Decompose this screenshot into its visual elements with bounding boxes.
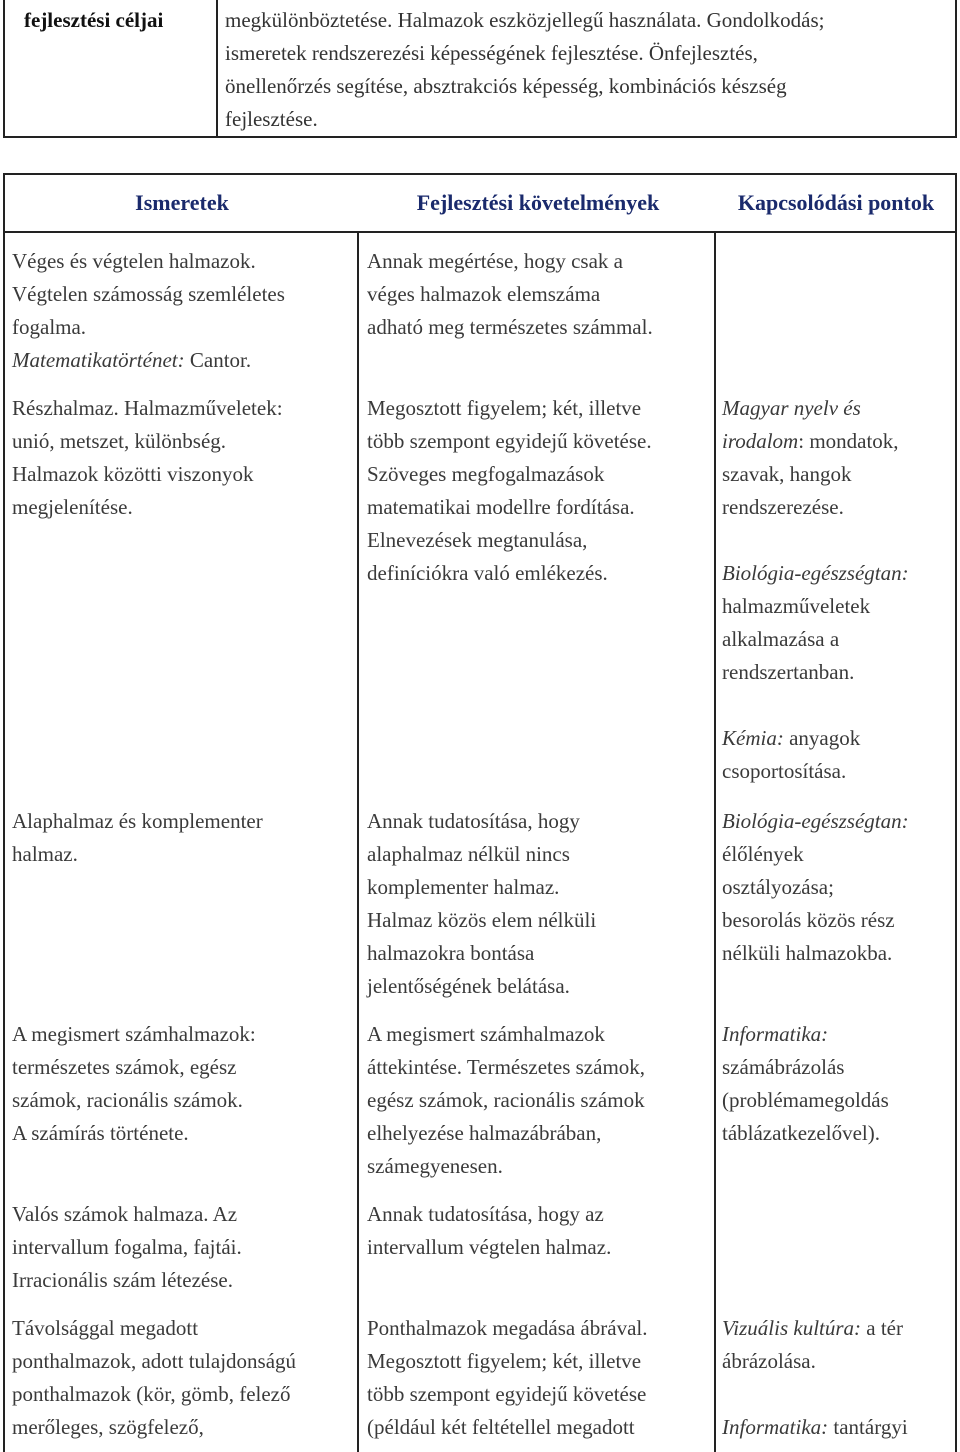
row-2-ismeretek (12, 392, 283, 524)
text-line (722, 425, 909, 458)
text-fragment: Cantor. (184, 348, 252, 372)
row-5-ismeretek (12, 1198, 242, 1297)
text-line: intervallum fogalma, fajtái. (12, 1235, 242, 1259)
text-line: ponthalmazok (kör, gömb, felező (12, 1382, 291, 1406)
text-line: A megismert számhalmazok: (12, 1022, 256, 1046)
text-line: alkalmazása a (722, 627, 840, 651)
text-line: Irracionális szám létezése. (12, 1268, 233, 1292)
italic-subject: Biológia-egészségtan: (722, 809, 909, 833)
row-1-kovetelmeny (367, 245, 653, 344)
text-line: egész számok, racionális számok (367, 1088, 645, 1112)
text-line: Annak megértése, hogy csak a (367, 249, 623, 273)
text-fragment: tantárgyi (828, 1415, 908, 1439)
text-line: komplementer halmaz. (367, 875, 560, 899)
text-line: alaphalmaz nélkül nincs (367, 842, 570, 866)
text-line: Alaphalmaz és komplementer (12, 809, 263, 833)
text-line: halmazműveletek (722, 594, 871, 618)
text-line: fogalma. (12, 315, 87, 339)
text-line: halmazokra bontása (367, 941, 535, 965)
text-line: megjelenítése. (12, 495, 133, 519)
header-kovetelmenyek: Fejlesztési követelmények (416, 190, 660, 215)
text-line: rendszerezése. (722, 495, 844, 519)
text-line: definíciókra való emlékezés. (367, 561, 608, 585)
text-line: (problémamegoldás (722, 1088, 889, 1112)
text-line: ponthalmazok, adott tulajdonságú (12, 1349, 297, 1373)
text-line: számok, racionális számok. (12, 1088, 243, 1112)
text-line: matematikai modellre fordítása. (367, 495, 635, 519)
text-line: A számírás története. (12, 1121, 189, 1145)
text-line: merőleges, szögfelező, (12, 1415, 204, 1439)
text-line: természetes számok, egész (12, 1055, 237, 1079)
text-line: véges halmazok elemszáma (367, 282, 601, 306)
row-6-kapcsolodas (722, 1312, 908, 1444)
text-line: Megosztott figyelem; két, illetve (367, 396, 642, 420)
text-line: élőlények (722, 842, 804, 866)
text-line: Szöveges megfogalmazások (367, 462, 605, 486)
text-line: Halmazok közötti viszonyok (12, 462, 254, 486)
text-fragment: a tér (861, 1316, 904, 1340)
italic-subject: Informatika: (722, 1415, 829, 1439)
text-line: Halmaz közös elem nélküli (367, 908, 597, 932)
text-line: Elnevezések megtanulása, (367, 528, 588, 552)
text-line: halmaz. (12, 842, 78, 866)
objectives-text (218, 0, 955, 136)
text-line: Távolsággal megadott (12, 1316, 199, 1340)
objectives-line: fejlesztése. (225, 107, 318, 131)
row-6-kovetelmeny (367, 1312, 647, 1444)
text-line: Valós számok halmaza. Az (12, 1202, 238, 1226)
text-line: csoportosítása. (722, 759, 847, 783)
text-line: Ponthalmazok megadása ábrával. (367, 1316, 648, 1340)
text-line: számábrázolás (722, 1055, 845, 1079)
italic-subject: irodalom (722, 429, 799, 453)
text-line: Részhalmaz. Halmazműveletek: (12, 396, 283, 420)
text-line: Végtelen számosság szemléletes (12, 282, 285, 306)
text-line: besorolás közös rész (722, 908, 895, 932)
row-6-ismeretek (12, 1312, 296, 1444)
text-fragment: : mondatok, (798, 429, 899, 453)
row-3-kovetelmeny (367, 805, 596, 1003)
text-fragment: anyagok (783, 726, 861, 750)
text-line: táblázatkezelővel). (722, 1121, 880, 1145)
text-line: adható meg természetes számmal. (367, 315, 653, 339)
row-2-kapcsolodas (722, 392, 909, 788)
row-1-ismeretek (12, 245, 285, 377)
italic-subject: Kémia: (722, 726, 784, 750)
text-line: Annak tudatosítása, hogy (367, 809, 580, 833)
text-line: Megosztott figyelem; két, illetve (367, 1349, 642, 1373)
text-line: ábrázolása. (722, 1349, 816, 1373)
text-line: számegyenesen. (367, 1154, 503, 1178)
text-line: unió, metszet, különbség. (12, 429, 227, 453)
content-table (3, 233, 957, 1452)
row-4-kovetelmeny (367, 1018, 645, 1183)
text-line: intervallum végtelen halmaz. (367, 1235, 612, 1259)
row-3-kapcsolodas (722, 805, 909, 970)
italic-subject: Matematikatörténet: (12, 348, 185, 372)
objectives-table (3, 0, 957, 138)
row-4-kapcsolodas (722, 1018, 889, 1150)
text-line: rendszertanban. (722, 660, 855, 684)
objectives-label: fejlesztési céljai (5, 0, 218, 136)
row-5-kovetelmeny (367, 1198, 611, 1264)
text-line (12, 344, 285, 377)
row-3-ismeretek (12, 805, 263, 871)
header-ismeretek: Ismeretek (135, 190, 229, 215)
text-line: jelentőségének belátása. (367, 974, 570, 998)
text-line: áttekintése. Természetes számok, (367, 1055, 646, 1079)
column-divider (357, 233, 359, 1452)
text-line: több szempont egyidejű követése. (367, 429, 652, 453)
header-kapcsolodasi-pontok: Kapcsolódási pontok (737, 190, 935, 215)
italic-subject: Magyar nyelv és (722, 396, 861, 420)
objectives-line: megkülönböztetése. Halmazok eszközjellegű használata. Gondolkodás; (225, 8, 825, 32)
text-line: osztályozása; (722, 875, 834, 899)
text-line: nélküli halmazokba. (722, 941, 893, 965)
text-line: szavak, hangok (722, 462, 852, 486)
italic-subject: Informatika: (722, 1022, 829, 1046)
text-line (722, 1312, 908, 1345)
objectives-line: ismeretek rendszerezési képességének fejlesztése. Önfejlesztés, (225, 41, 758, 65)
column-divider (714, 233, 716, 1452)
text-line: A megismert számhalmazok (367, 1022, 605, 1046)
italic-subject: Vizuális kultúra: (722, 1316, 862, 1340)
table-header (3, 173, 957, 233)
text-line: (például két feltétellel megadott (367, 1415, 635, 1439)
italic-subject: Biológia-egészségtan: (722, 561, 909, 585)
text-line: több szempont egyidejű követése (367, 1382, 647, 1406)
objectives-line: önellenőrzés segítése, absztrakciós képesség, kombinációs készség (225, 74, 787, 98)
row-4-ismeretek (12, 1018, 256, 1150)
text-line: elhelyezése halmazábrában, (367, 1121, 602, 1145)
text-line (722, 1411, 908, 1444)
text-line: Véges és végtelen halmazok. (12, 249, 256, 273)
text-line: Annak tudatosítása, hogy az (367, 1202, 604, 1226)
row-2-kovetelmeny (367, 392, 652, 590)
text-line (722, 722, 909, 755)
